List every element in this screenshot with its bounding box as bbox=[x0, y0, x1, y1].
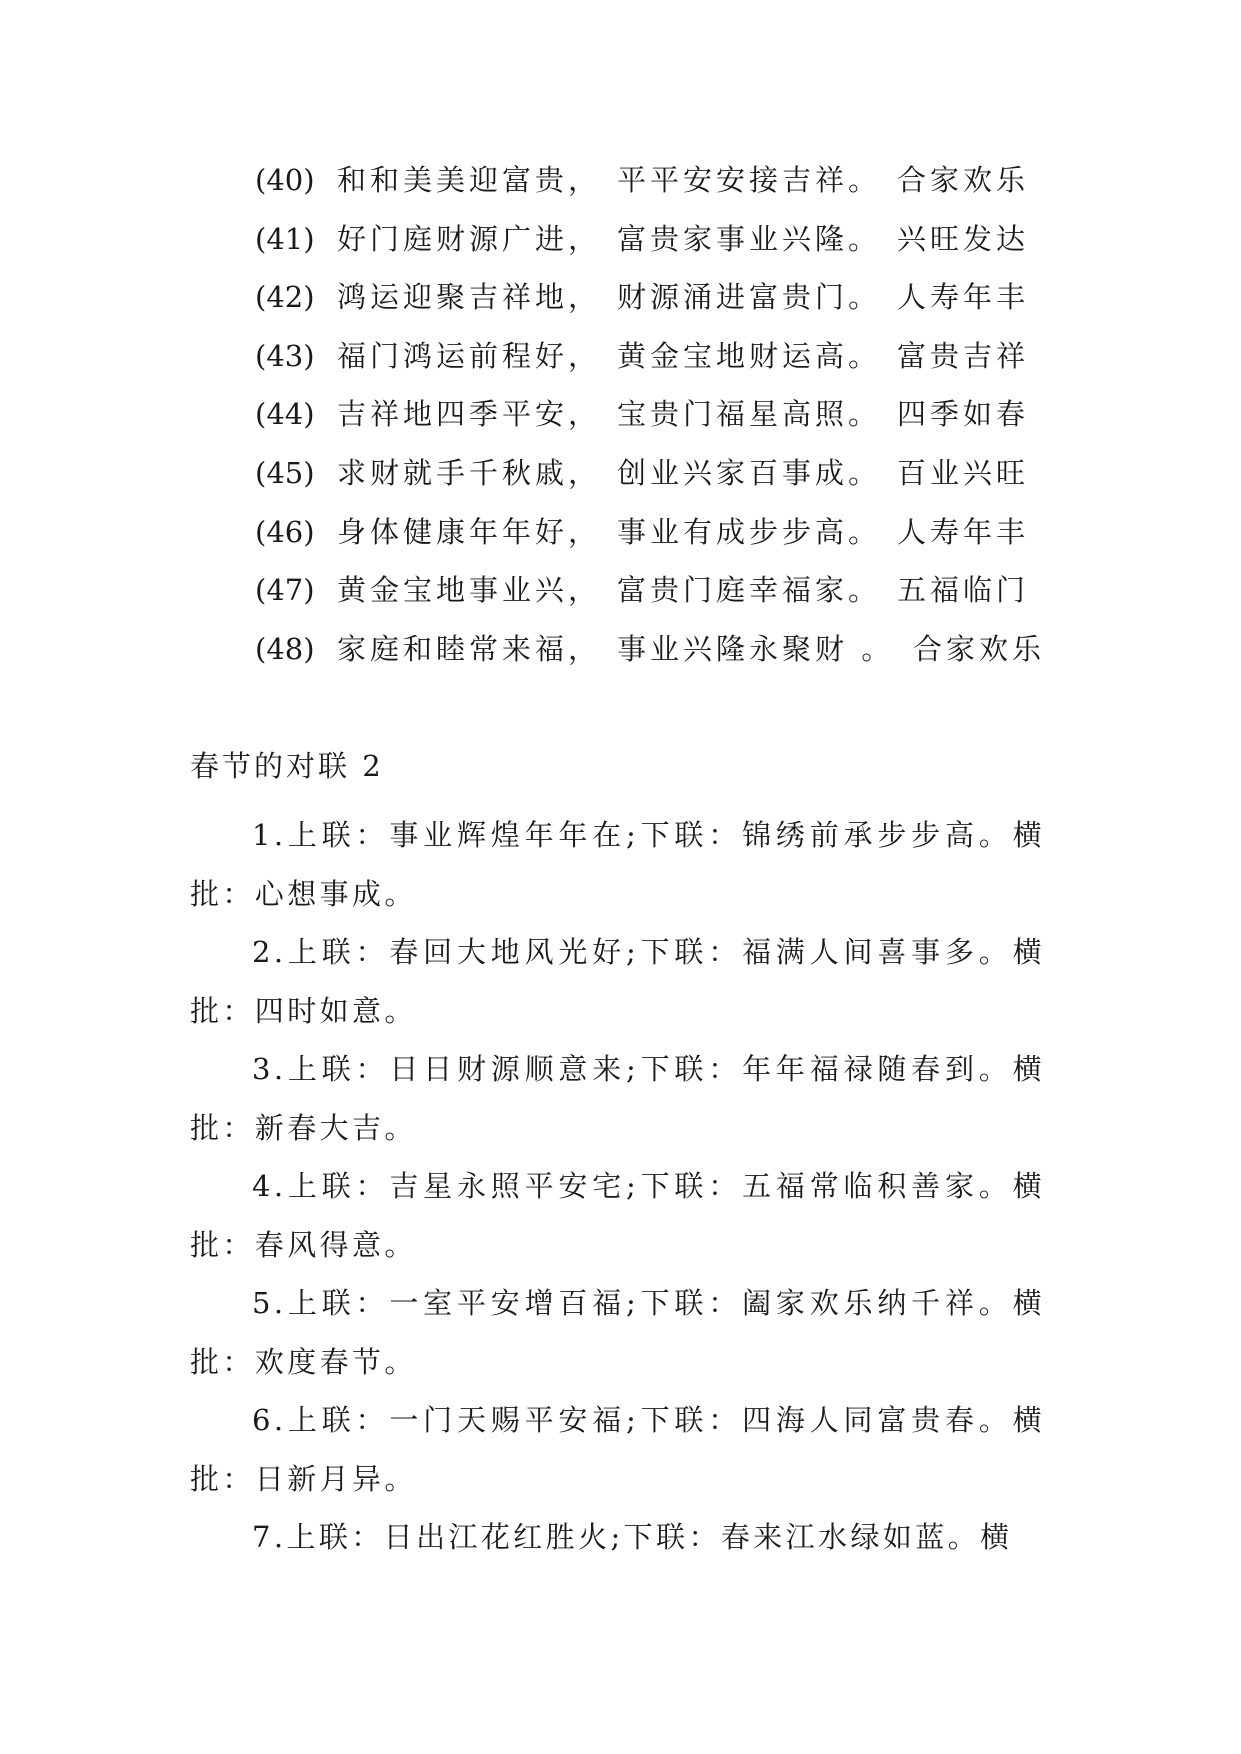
couplet-second-line: 财源涌进富贵门。 bbox=[617, 280, 882, 315]
couplet-banner: 人寿年丰 bbox=[897, 280, 1030, 315]
couplet-entry: 4.上联：吉星永照平安宅;下联：五福常临积善家。横批：春风得意。 bbox=[190, 1169, 1045, 1262]
couplet-second-line: 平平安安接吉祥。 bbox=[617, 163, 882, 197]
couplet-number: (40) bbox=[255, 163, 315, 197]
couplet-row bbox=[255, 394, 1075, 453]
couplet-entry: 2.上联：春回大地风光好;下联：福满人间喜事多。横批：四时如意。 bbox=[190, 935, 1045, 1028]
couplet-second-line: 富贵家事业兴隆。 bbox=[617, 221, 882, 256]
couplet-second-line: 事业兴隆永聚财 。 bbox=[617, 631, 895, 666]
couplet-banner: 五福临门 bbox=[897, 573, 1030, 608]
couplet-entry: 3.上联：日日财源顺意来;下联：年年福禄随春到。横批：新春大吉。 bbox=[190, 1052, 1045, 1145]
couplet-banner: 合家欢乐 bbox=[897, 163, 1030, 197]
couplet-row bbox=[255, 629, 1075, 688]
couplet-entry: 7.上联：日出江花红胜火;下联：春来江水绿如蓝。横 bbox=[252, 1520, 1013, 1554]
couplet-banner: 人寿年丰 bbox=[897, 514, 1030, 549]
couplet-number: (47) bbox=[255, 573, 315, 608]
couplet-first-line: 福门鸿运前程好， bbox=[337, 338, 602, 373]
couplet-entry: 5.上联：一室平安增百福;下联：阖家欢乐纳千祥。横批：欢度春节。 bbox=[190, 1286, 1045, 1379]
couplet-first-line: 求财就手千秋戚， bbox=[337, 455, 602, 490]
couplet-first-line: 和和美美迎富贵， bbox=[337, 163, 602, 197]
couplet-number: (45) bbox=[255, 455, 315, 490]
couplet-first-line: 好门庭财源广进， bbox=[337, 221, 602, 256]
couplet-second-line: 创业兴家百事成。 bbox=[617, 455, 882, 490]
couplet-row bbox=[255, 160, 1075, 219]
couplet-number: (43) bbox=[255, 338, 315, 373]
couplet-first-line: 吉祥地四季平安， bbox=[337, 397, 602, 432]
couplet-row bbox=[255, 512, 1075, 571]
couplet-second-line: 宝贵门福星高照。 bbox=[617, 397, 882, 432]
couplet-row bbox=[255, 570, 1075, 629]
couplet-first-line: 鸿运迎聚吉祥地， bbox=[337, 280, 602, 315]
couplet-number: (44) bbox=[255, 397, 315, 432]
couplet-banner: 富贵吉祥 bbox=[897, 338, 1030, 373]
section-title: 春节的对联 2 bbox=[190, 749, 384, 783]
couplet-banner: 合家欢乐 bbox=[913, 631, 1046, 666]
couplet-row bbox=[255, 219, 1075, 278]
couplet-number: (46) bbox=[255, 514, 315, 549]
couplet-entry: 6.上联：一门天赐平安福;下联：四海人同富贵春。横批：日新月异。 bbox=[190, 1403, 1045, 1496]
couplet-first-line: 黄金宝地事业兴， bbox=[337, 573, 602, 608]
couplet-row bbox=[255, 336, 1075, 395]
couplet-second-line: 事业有成步步高。 bbox=[617, 514, 882, 549]
couplet-banner: 兴旺发达 bbox=[897, 221, 1030, 256]
couplet-entry: 1.上联：事业辉煌年年在;下联：锦绣前承步步高。横批：心想事成。 bbox=[190, 818, 1045, 911]
couplet-first-line: 身体健康年年好， bbox=[337, 514, 602, 549]
couplet-banner: 四季如春 bbox=[897, 397, 1030, 432]
couplet-number: (41) bbox=[255, 221, 315, 256]
couplet-banner: 百业兴旺 bbox=[897, 455, 1030, 490]
couplet-entries bbox=[190, 806, 1045, 1567]
couplet-second-line: 黄金宝地财运高。 bbox=[617, 338, 882, 373]
couplet-row bbox=[255, 453, 1075, 512]
couplet-row bbox=[255, 277, 1075, 336]
couplet-second-line: 富贵门庭幸福家。 bbox=[617, 573, 882, 608]
couplet-first-line: 家庭和睦常来福， bbox=[337, 631, 602, 666]
couplet-number: (48) bbox=[255, 631, 315, 666]
couplet-list bbox=[255, 160, 1075, 687]
couplet-number: (42) bbox=[255, 280, 315, 315]
